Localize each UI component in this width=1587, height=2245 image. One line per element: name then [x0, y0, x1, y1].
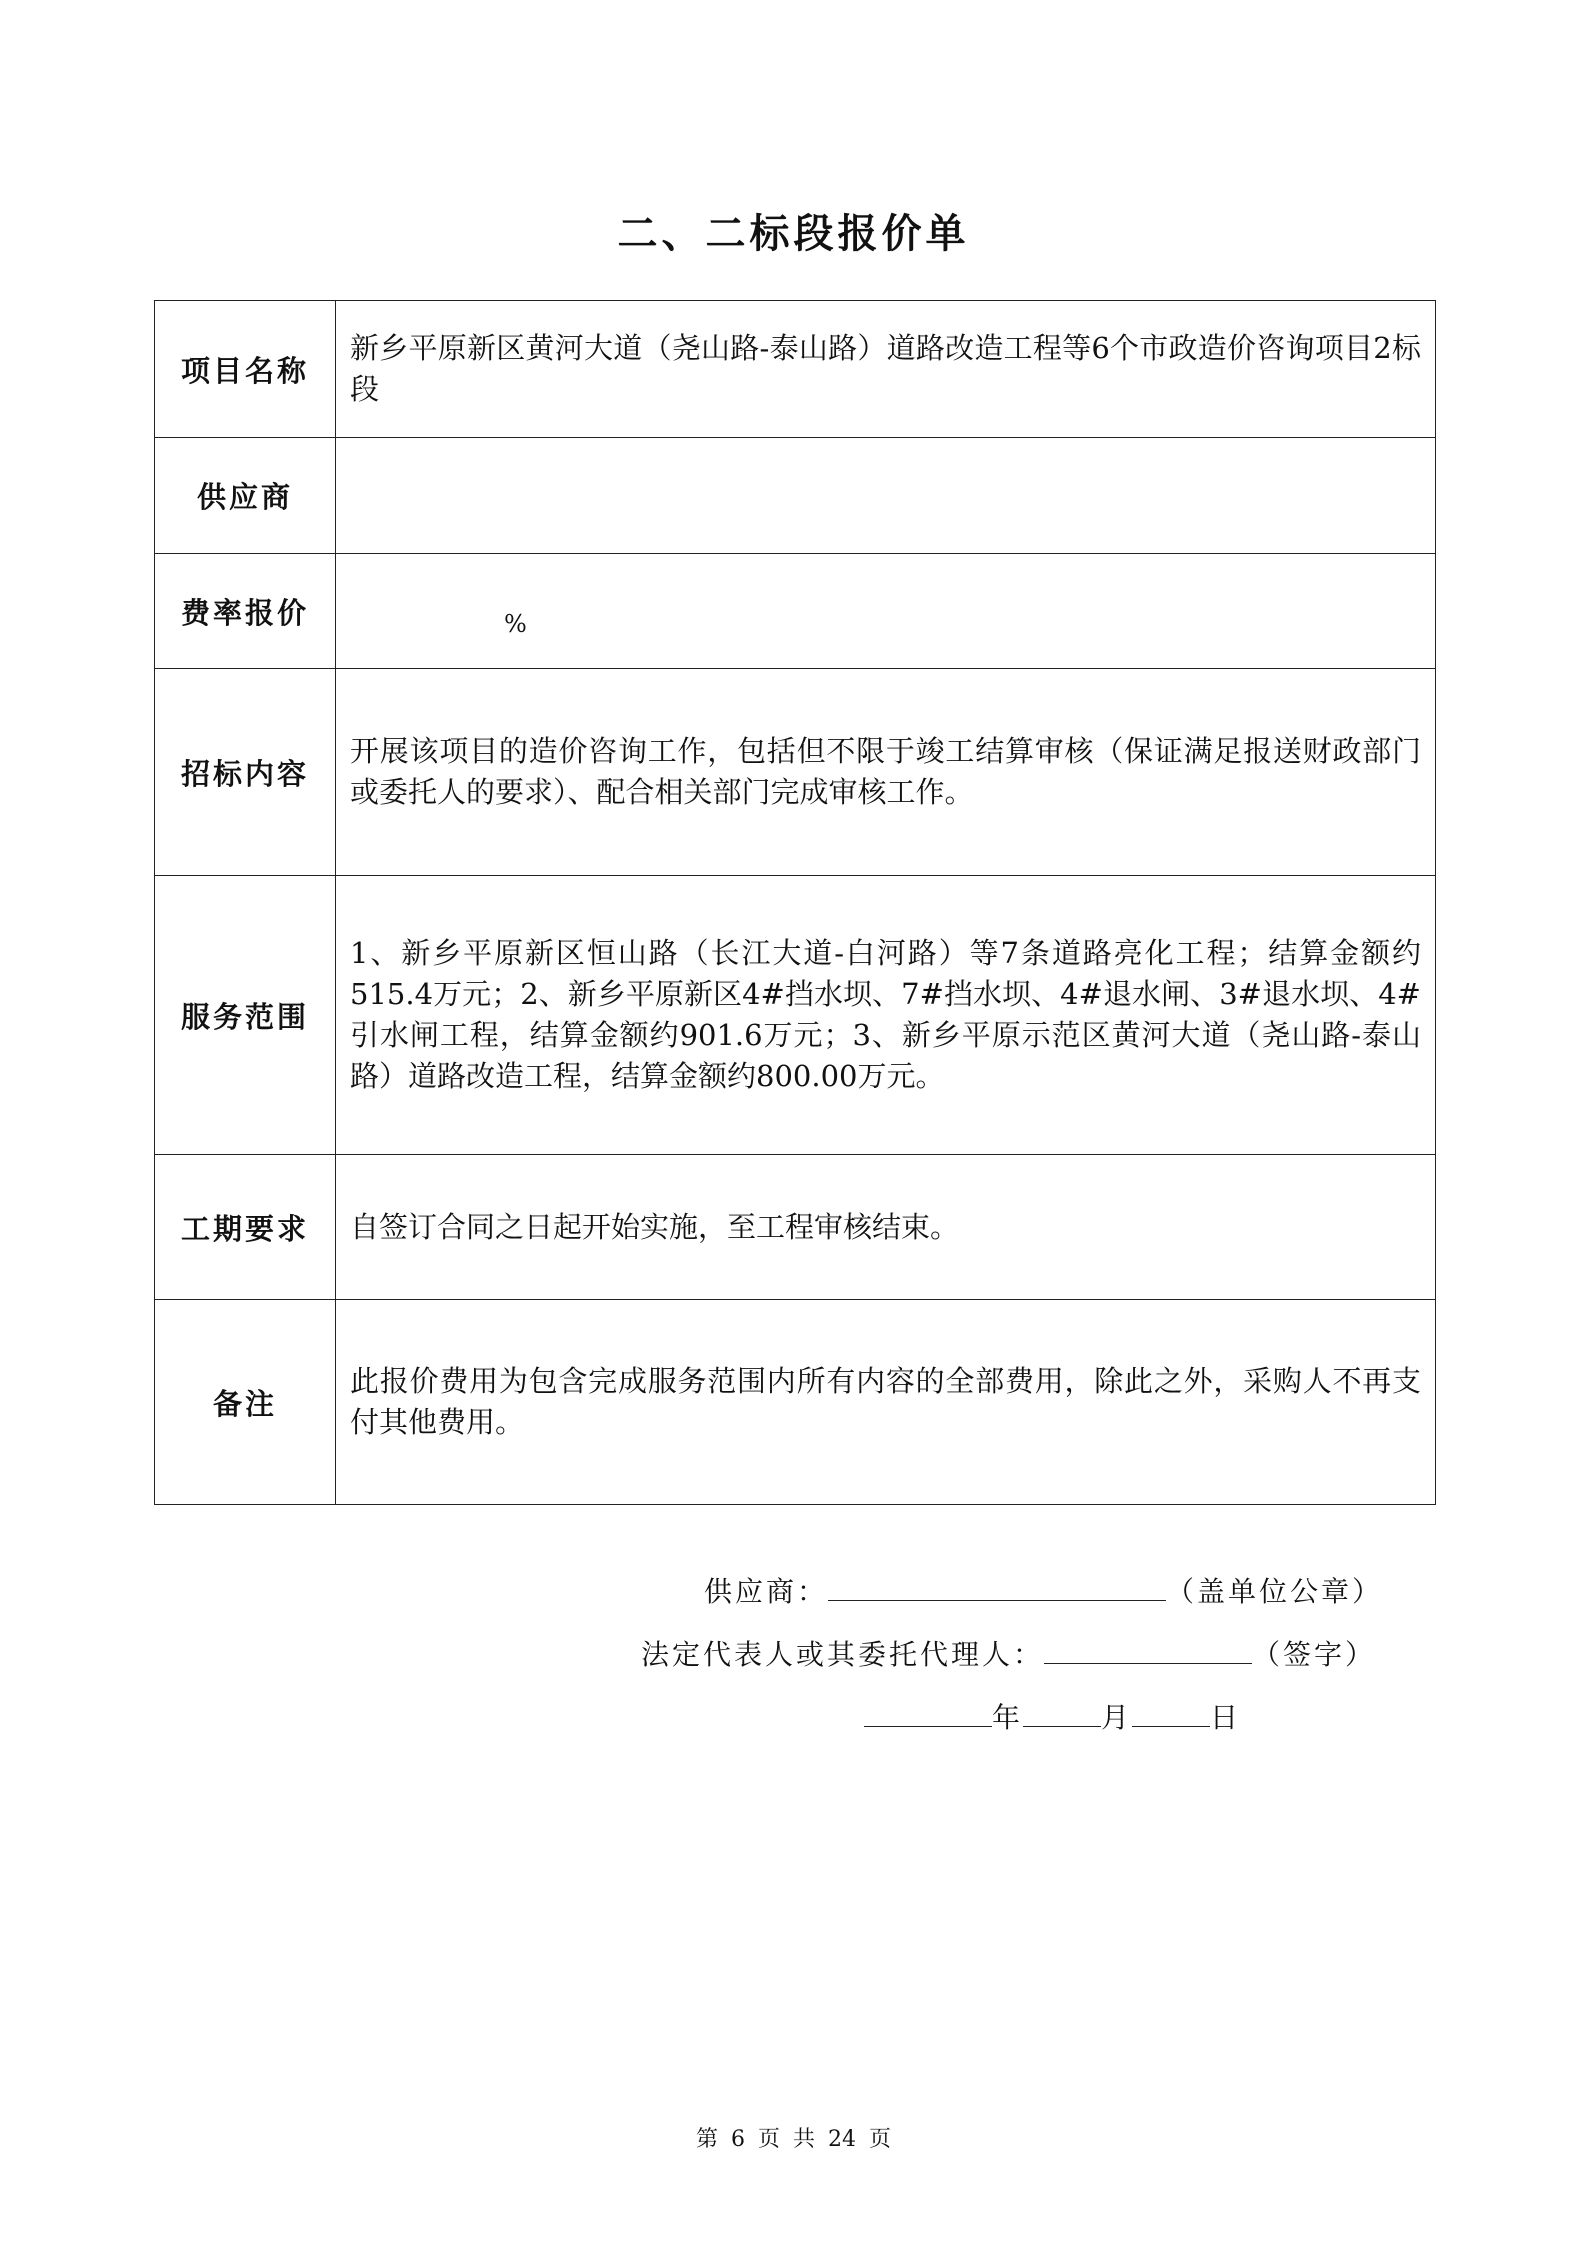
supplier-value: [336, 438, 1436, 554]
day-blank[interactable]: [1132, 1696, 1210, 1727]
date-line: [864, 1696, 1241, 1736]
page-title: 二、二标段报价单: [617, 211, 970, 257]
schedule-label: 工期要求: [155, 1155, 336, 1300]
page-number: 第 6 页 共 24 页: [696, 2127, 891, 2152]
month-label: 月: [1101, 1701, 1133, 1734]
representative-sign-note: （签字）: [1252, 1638, 1377, 1671]
supplier-sign-label: 供应商：: [704, 1575, 829, 1608]
supplier-signature-line: [704, 1570, 1383, 1610]
row-fee-rate: [155, 554, 1436, 669]
fee-rate-value: %: [504, 609, 527, 638]
representative-sign-blank[interactable]: [1044, 1633, 1252, 1664]
remarks-label: 备注: [155, 1300, 336, 1505]
fee-rate-cell: [336, 554, 1436, 669]
day-label: 日: [1210, 1701, 1242, 1734]
tender-content-value: 开展该项目的造价咨询工作，包括但不限于竣工结算审核（保证满足报送财政部门或委托人的要求）、配合相关部门完成审核工作。: [336, 669, 1436, 876]
supplier-label: 供应商: [155, 438, 336, 554]
representative-sign-label: 法定代表人或其委托代理人：: [641, 1638, 1045, 1671]
service-scope-label: 服务范围: [155, 876, 336, 1155]
remarks-value: 此报价费用为包含完成服务范围内所有内容的全部费用，除此之外，采购人不再支付其他费用。: [336, 1300, 1436, 1505]
year-blank[interactable]: [864, 1696, 992, 1727]
tender-content-label: 招标内容: [155, 669, 336, 876]
row-service-scope: [155, 876, 1436, 1155]
quote-table: [154, 300, 1436, 1505]
supplier-seal-note: （盖单位公章）: [1166, 1575, 1384, 1608]
row-supplier: [155, 438, 1436, 554]
fee-rate-label: 费率报价: [155, 554, 336, 669]
row-remarks: [155, 1300, 1436, 1505]
project-name-value: 新乡平原新区黄河大道（尧山路-泰山路）道路改造工程等6个市政造价咨询项目2标段: [336, 301, 1436, 438]
row-schedule: [155, 1155, 1436, 1300]
row-tender-content: [155, 669, 1436, 876]
service-scope-value: 1、新乡平原新区恒山路（长江大道-白河路）等7条道路亮化工程；结算金额约515.4万元；2、新乡平原新区4#挡水坝、7#挡水坝、4#退水闸、3#退水坝、4#引水闸工程，结算金额约901.6万元；3、新乡平原示范区黄河大道（尧山路-泰山路）道路改造工程，结算金额约800.00万元。: [336, 876, 1436, 1155]
year-label: 年: [992, 1701, 1024, 1734]
project-name-label: 项目名称: [155, 301, 336, 438]
schedule-value: 自签订合同之日起开始实施，至工程审核结束。: [336, 1155, 1436, 1300]
month-blank[interactable]: [1023, 1696, 1101, 1727]
row-project-name: [155, 301, 1436, 438]
representative-signature-line: [641, 1633, 1376, 1673]
supplier-sign-blank[interactable]: [828, 1570, 1166, 1601]
